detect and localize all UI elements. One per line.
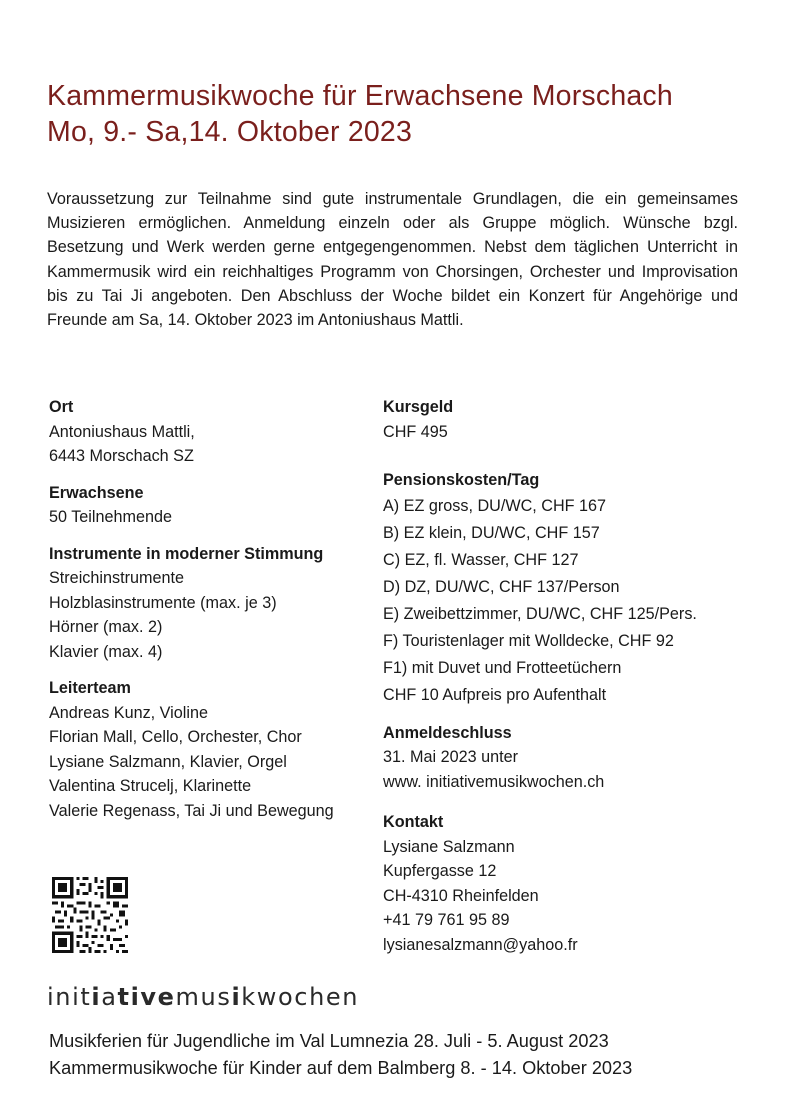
- leiterteam-line: Andreas Kunz, Violine: [49, 703, 208, 722]
- intro-paragraph: Voraussetzung zur Teilnahme sind gute instrumentale Grundlagen, die ein gemeinsames Musizieren ermöglichen. Anmeldung einzeln oder als Gruppe möglich. Wünsche bzgl. Besetzung und Werk werden gerne entgegengenommen. Nebst dem täglichen Unterricht in Kammermusik wird ein reichhaltiges Programm von Chorsingen, Orchester und Improvisation bis zu Tai Ji angeboten. Den Abschluss der Woche bildet ein Konzert für Angehörige und Freunde am Sa, 14. Oktober 2023 im Antoniushaus Mattli.: [47, 190, 738, 330]
- kontakt-heading: Kontakt: [383, 813, 444, 831]
- initiativemusikwochen-logo: [47, 983, 359, 1011]
- pension-line: A) EZ gross, DU/WC, CHF 167: [383, 496, 607, 515]
- kontakt-section: [383, 810, 763, 957]
- leiterteam-heading: Leiterteam: [49, 679, 131, 697]
- pension-line: C) EZ, fl. Wasser, CHF 127: [383, 550, 579, 569]
- kontakt-name: Lysiane Salzmann: [383, 837, 515, 856]
- leiterteam-section: [49, 676, 369, 823]
- pension-line: B) EZ klein, DU/WC, CHF 157: [383, 523, 600, 542]
- logo-text: kwochen: [241, 983, 360, 1011]
- page-title: [47, 78, 673, 150]
- logo-text-bold: tive: [117, 983, 176, 1011]
- left-column: [49, 395, 369, 835]
- leiterteam-line: Valentina Strucelj, Klarinette: [49, 777, 252, 795]
- logo-text: init: [47, 983, 92, 1011]
- instrumente-line: Hörner (max. 2): [49, 618, 163, 636]
- instrumente-section: [49, 542, 369, 665]
- pension-line: F1) mit Duvet und Frotteetüchern: [383, 658, 622, 677]
- footer-events: [49, 1028, 632, 1082]
- pension-line: D) DZ, DU/WC, CHF 137/Person: [383, 577, 620, 596]
- title-line-1: Kammermusikwoche für Erwachsene Morschach: [47, 80, 673, 112]
- pension-line: F) Touristenlager mit Wolldecke, CHF 92: [383, 631, 674, 650]
- ort-section: [49, 395, 369, 469]
- anmeldeschluss-line: 31. Mai 2023 unter: [383, 748, 518, 766]
- leiterteam-line: Lysiane Salzmann, Klavier, Orgel: [49, 752, 287, 771]
- erwachsene-heading: Erwachsene: [49, 483, 144, 502]
- logo-text-bold: i: [231, 983, 242, 1011]
- footer-event-1: Musikferien für Jugendliche im Val Lumnezia 28. Juli - 5. August 2023: [49, 1031, 609, 1051]
- right-column: [383, 395, 763, 969]
- title-line-2: Mo, 9.- Sa,14. Oktober 2023: [47, 116, 413, 148]
- pension-section: [383, 468, 763, 709]
- kontakt-city: CH-4310 Rheinfelden: [383, 886, 539, 905]
- qr-code-icon[interactable]: [52, 877, 128, 953]
- kontakt-email-link[interactable]: lysianesalzmann@yahoo.fr: [383, 935, 578, 954]
- website-link[interactable]: www. initiativemusikwochen.ch: [383, 772, 605, 791]
- anmeldeschluss-section: [383, 721, 763, 795]
- anmeldeschluss-heading: Anmeldeschluss: [383, 723, 512, 742]
- kursgeld-section: [383, 395, 763, 444]
- logo-text-bold: i: [91, 983, 102, 1011]
- kursgeld-heading: Kursgeld: [383, 398, 454, 416]
- instrumente-line: Klavier (max. 4): [49, 642, 163, 661]
- ort-line: 6443 Morschach SZ: [49, 447, 194, 465]
- footer-event-2: Kammermusikwoche für Kinder auf dem Balmberg 8. - 14. Oktober 2023: [49, 1058, 633, 1078]
- ort-heading: Ort: [49, 398, 74, 416]
- logo-text: a: [101, 983, 118, 1011]
- kursgeld-line: CHF 495: [383, 422, 448, 441]
- erwachsene-section: [49, 481, 369, 530]
- erwachsene-line: 50 Teilnehmende: [49, 508, 173, 526]
- leiterteam-line: Valerie Regenass, Tai Ji und Bewegung: [49, 801, 334, 820]
- instrumente-heading: Instrumente in moderner Stimmung: [49, 544, 324, 563]
- kontakt-phone[interactable]: +41 79 761 95 89: [383, 911, 510, 929]
- ort-line: Antoniushaus Mattli,: [49, 422, 195, 441]
- pension-heading: Pensionskosten/Tag: [383, 471, 540, 489]
- instrumente-line: Holzblasinstrumente (max. je 3): [49, 593, 277, 612]
- instrumente-line: Streichinstrumente: [49, 569, 184, 587]
- pension-line: CHF 10 Aufpreis pro Aufenthalt: [383, 685, 607, 704]
- leiterteam-line: Florian Mall, Cello, Orchester, Chor: [49, 728, 302, 746]
- logo-text: mus: [175, 983, 232, 1011]
- kontakt-street: Kupfergasse 12: [383, 862, 497, 880]
- pension-line: E) Zweibettzimmer, DU/WC, CHF 125/Pers.: [383, 604, 697, 623]
